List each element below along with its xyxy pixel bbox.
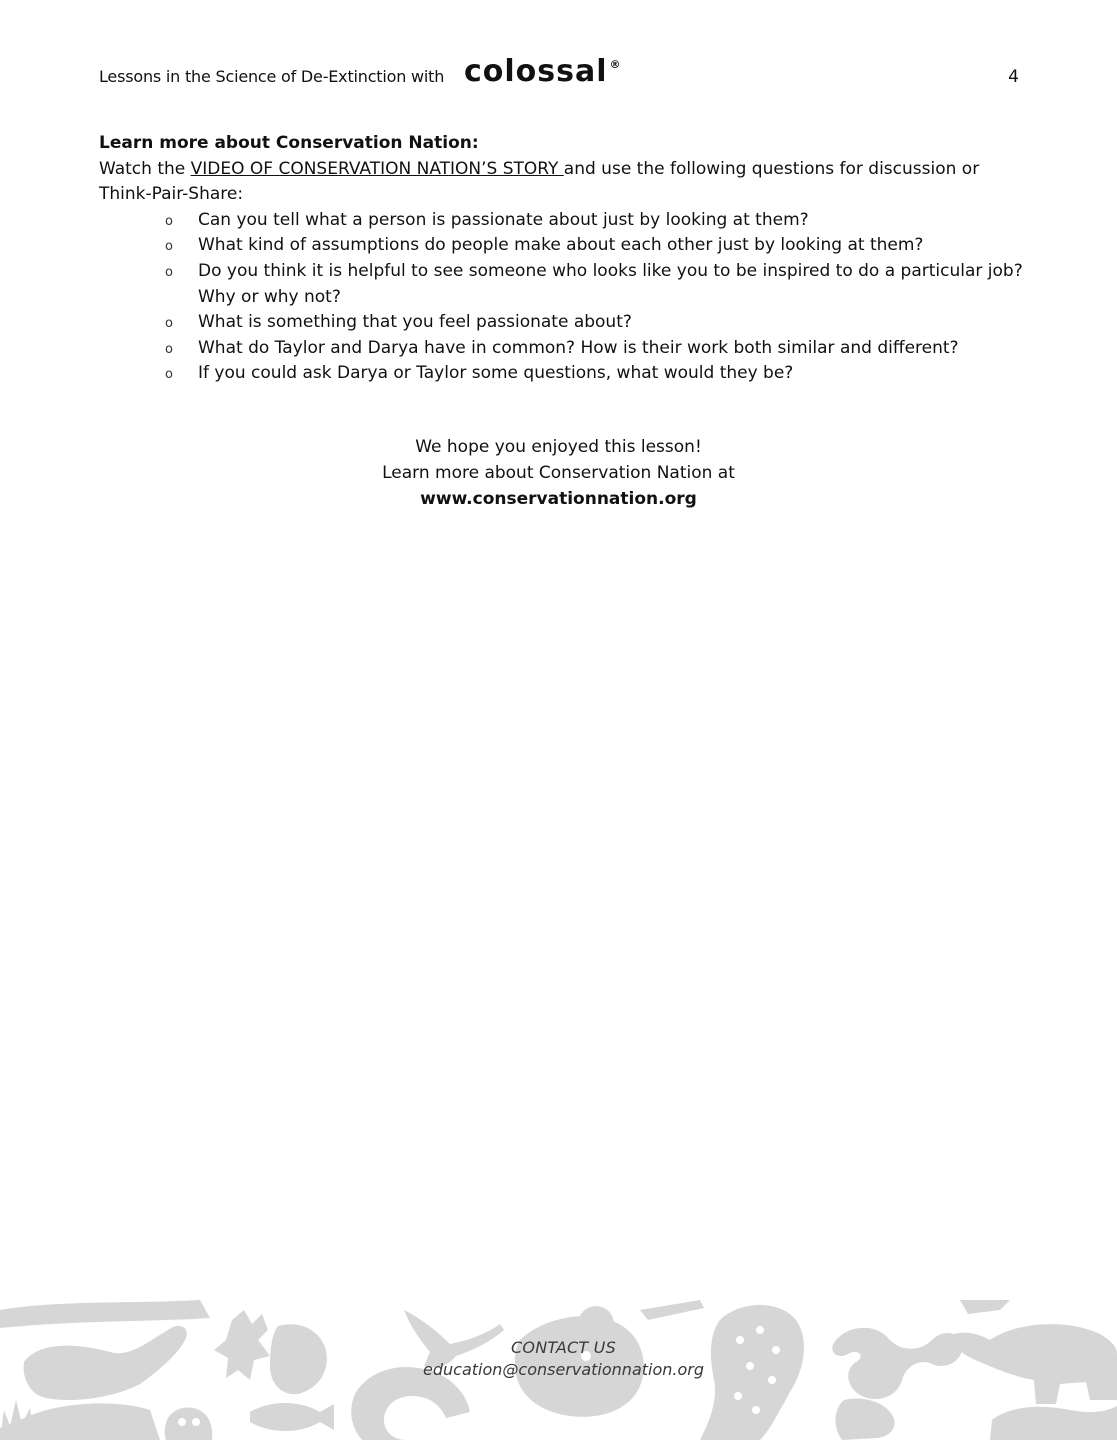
question-text: Do you think it is helpful to see someone who looks like you to be inspired to do a particular job? Why or why not?	[198, 260, 1023, 307]
leopard-spot-icon	[752, 1406, 760, 1414]
page-number: 4	[1008, 67, 1019, 87]
video-story-link[interactable]: VIDEO OF CONSERVATION NATION’S STORY	[190, 158, 564, 179]
bullet-icon: o	[165, 367, 173, 383]
closing-line-2: Learn more about Conservation Nation at	[382, 463, 735, 483]
intro-text-after: and use the following questions for discussion or Think-Pair-Share:	[99, 158, 980, 205]
closing-line-1: We hope you enjoyed this lesson!	[415, 437, 702, 457]
section-heading: Learn more about Conservation Nation:	[99, 133, 479, 153]
closing-message	[0, 434, 1117, 512]
owl-icon	[165, 1408, 213, 1440]
main-content	[99, 131, 1029, 387]
anteater-tail-icon	[960, 1300, 1010, 1314]
intro-text-before: Watch the	[99, 158, 191, 179]
bullet-icon: o	[165, 213, 173, 229]
list-item	[165, 233, 1029, 259]
list-item	[165, 259, 1029, 310]
discussion-questions-list	[99, 208, 1029, 387]
bullet-icon: o	[165, 341, 173, 357]
colossal-logo	[464, 54, 622, 89]
bullet-icon: o	[165, 264, 173, 280]
bullet-icon: o	[165, 239, 173, 255]
bullet-icon: o	[165, 316, 173, 332]
question-text: If you could ask Darya or Taylor some questions, what would they be?	[198, 363, 794, 384]
list-item	[165, 310, 1029, 336]
list-item	[165, 336, 1029, 362]
website-link[interactable]: www.conservationnation.org	[420, 489, 697, 509]
question-text: What kind of assumptions do people make about each other just by looking at them?	[198, 235, 924, 256]
owl-eye-icon	[178, 1418, 186, 1426]
intro-paragraph	[99, 157, 1029, 208]
snake-coil-icon	[836, 1399, 895, 1440]
question-text: What do Taylor and Darya have in common? How is their work both similar and different?	[198, 337, 959, 358]
grass-icon	[0, 1400, 34, 1440]
leopard-spot-icon	[756, 1326, 764, 1334]
contact-email-link[interactable]: education@conservationnation.org	[423, 1360, 704, 1379]
fish-icon	[250, 1403, 334, 1431]
brand-wordmark: colossal	[464, 54, 608, 89]
question-text: What is something that you feel passionate about?	[198, 312, 632, 333]
bamboo-icon	[640, 1300, 704, 1320]
list-item	[165, 361, 1029, 387]
contact-heading: CONTACT US	[511, 1338, 616, 1357]
leopard-spot-icon	[734, 1392, 742, 1400]
owl-eye-icon	[192, 1418, 200, 1426]
list-item	[165, 208, 1029, 234]
ferret-icon	[0, 1300, 210, 1328]
contact-footer	[0, 1337, 1117, 1381]
registered-mark: ®	[609, 58, 622, 71]
dog-icon	[990, 1406, 1117, 1440]
question-text: Can you tell what a person is passionate about just by looking at them?	[198, 209, 809, 230]
page-header	[99, 56, 1019, 96]
document-title: Lessons in the Science of De-Extinction with	[99, 67, 445, 86]
